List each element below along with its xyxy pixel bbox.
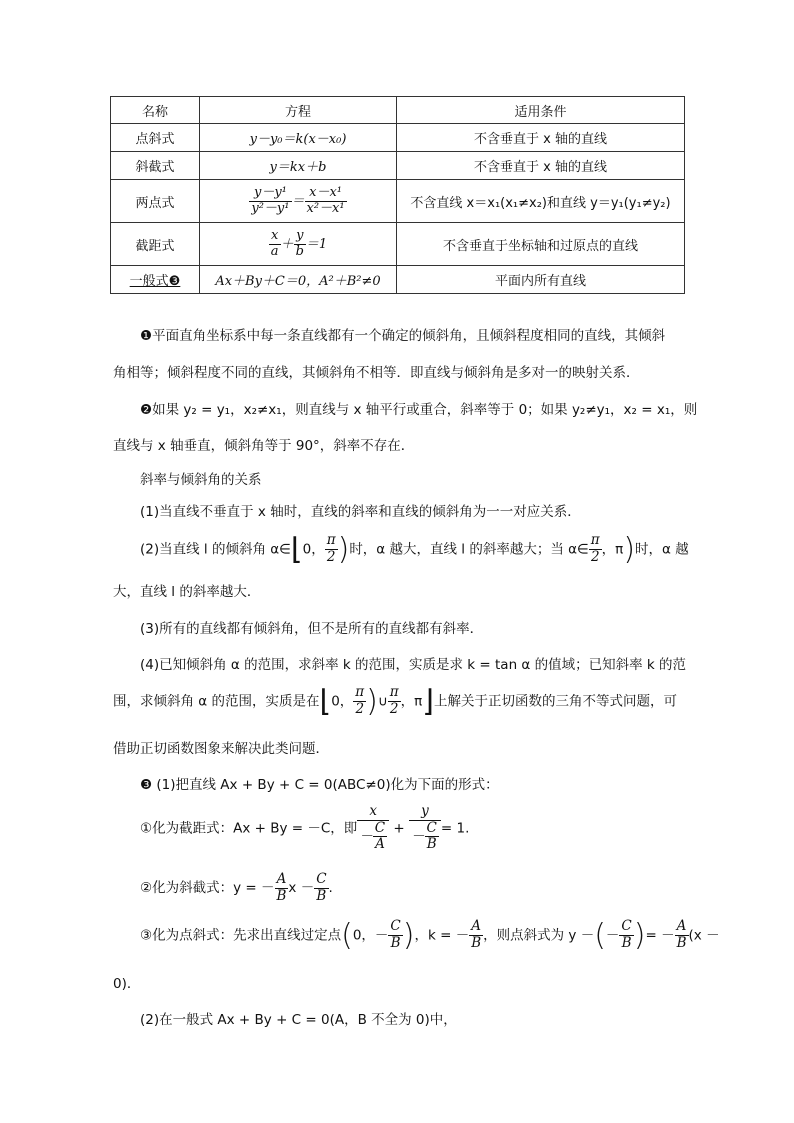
row-equation: Ax＋By＋C＝0，A²＋B²≠0 bbox=[200, 266, 397, 294]
row-equation: $\frac{\text{y－y¹}}{\text{y²－y¹}}$ ＝ $\frac{\text{x－x¹}}{\text{x²－x¹}}$ bbox=[200, 180, 397, 223]
fraction: y － $\frac{C}{B}$ bbox=[409, 804, 441, 853]
general-form-note: (2)在一般式 Ax + By + C = 0(A，B 不全为 0)中， bbox=[140, 1012, 457, 1028]
fraction: $\frac{y}{b}$ bbox=[295, 227, 304, 259]
fraction: x － $\frac{C}{A}$ bbox=[357, 804, 389, 853]
fraction: $\frac{C}{B}$ bbox=[621, 918, 632, 951]
point-slope-form-line-2: 0)． bbox=[113, 976, 141, 992]
row-equation: $\frac{x}{a}$ ＋ $\frac{y}{b}$ ＝1 bbox=[200, 223, 397, 266]
row-condition: 不含垂直于 x 轴的直线 bbox=[397, 152, 685, 180]
table-row bbox=[111, 180, 685, 223]
intercept-form-line: ①化为截距式：Ax + By = －C，即 x － $\frac{C}{A}$ + y － $\frac{C}{B}$ = 1. bbox=[140, 803, 470, 853]
column-header-condition: 适用条件 bbox=[397, 97, 685, 124]
fraction: $\frac{C}{B}$ bbox=[316, 871, 327, 904]
note-3-intro: ❸ (1)把直线 Ax + By + C = 0(ABC≠0)化为下面的形式： bbox=[140, 777, 499, 793]
section-heading: 斜率与倾斜角的关系 bbox=[140, 472, 262, 488]
fraction-pi-over-2: $\frac{\pi}{2}$ bbox=[326, 532, 336, 565]
table-row bbox=[111, 266, 685, 294]
fraction: $\frac{A}{B}$ bbox=[676, 918, 687, 951]
table-row bbox=[111, 152, 685, 180]
table-row bbox=[111, 124, 685, 152]
fraction: $\frac{\text{y－y¹}}{\text{y²－y¹}}$ bbox=[251, 184, 290, 216]
row-name: 点斜式 bbox=[111, 124, 200, 152]
row-equation: y＝kx＋b bbox=[200, 152, 397, 180]
note-1-line-2: 角相等；倾斜程度不同的直线，其倾斜角不相等．即直线与倾斜角是多对一的映射关系． bbox=[113, 365, 640, 381]
row-equation: y－y₀＝k(x－x₀) bbox=[200, 124, 397, 152]
fraction-pi-over-2: $\frac{\pi}{2}$ bbox=[355, 684, 365, 717]
fraction: $\frac{A}{B}$ bbox=[276, 871, 287, 904]
row-name: 一般式❸ bbox=[111, 266, 200, 294]
column-header-equation: 方程 bbox=[200, 97, 397, 124]
paragraph-2-line-1: (2)当直线 l 的倾斜角 α∈⌊0， $\frac{\pi}{2}$ )时，α 越大，直线 l 的斜率越大；当 α∈ $\frac{\pi}{2}$ ，π)时，α 越 bbox=[140, 532, 689, 567]
paragraph-1: (1)当直线不垂直于 x 轴时，直线的斜率和直线的倾斜角为一一对应关系． bbox=[140, 504, 581, 520]
slope-intercept-form-line: ②化为斜截式：y = － $\frac{A}{B}$ x － $\frac{C}{B}$ . bbox=[140, 871, 333, 904]
table-row bbox=[111, 223, 685, 266]
row-name: 两点式 bbox=[111, 180, 200, 223]
fraction-pi-over-2: $\frac{\pi}{2}$ bbox=[389, 684, 399, 717]
paragraph-3: (3)所有的直线都有倾斜角，但不是所有的直线都有斜率． bbox=[140, 621, 484, 637]
fraction: $\frac{x}{a}$ bbox=[270, 227, 279, 259]
column-header-name: 名称 bbox=[111, 97, 200, 124]
row-name: 截距式 bbox=[111, 223, 200, 266]
paragraph-4-line-2: 围，求倾斜角 α 的范围，实质是在⌊0， $\frac{\pi}{2}$ )∪ $\frac{\pi}{2}$ ，π⌋上解关于正切函数的三角不等式问题，可 bbox=[113, 684, 678, 719]
paragraph-2-line-2: 大，直线 l 的斜率越大． bbox=[113, 584, 261, 600]
fraction-pi-over-2: $\frac{\pi}{2}$ bbox=[590, 532, 600, 565]
row-condition: 不含垂直于 x 轴的直线 bbox=[397, 124, 685, 152]
fraction: $\frac{C}{B}$ bbox=[390, 918, 401, 951]
row-condition: 不含直线 x＝x₁(x₁≠x₂)和直线 y＝y₁(y₁≠y₂) bbox=[397, 180, 685, 223]
note-2-line-2: 直线与 x 轴垂直，倾斜角等于 90°，斜率不存在． bbox=[113, 438, 415, 454]
note-2-line-1: ❷如果 y₂ = y₁，x₂≠x₁，则直线与 x 轴平行或重合，斜率等于 0；如果 y₂≠y₁，x₂ = x₁，则 bbox=[140, 402, 698, 418]
table-header-row bbox=[111, 97, 685, 124]
paragraph-4-line-3: 借助正切函数图象来解决此类问题． bbox=[113, 741, 329, 757]
fraction: $\frac{\text{x－x¹}}{\text{x²－x¹}}$ bbox=[306, 184, 345, 216]
paragraph-4-line-1: (4)已知倾斜角 α 的范围，求斜率 k 的范围，实质是求 k = tan α 的值域；已知斜率 k 的范 bbox=[140, 657, 687, 673]
row-name: 斜截式 bbox=[111, 152, 200, 180]
note-1-line-1: ❶平面直角坐标系中每一条直线都有一个确定的倾斜角，且倾斜程度相同的直线，其倾斜 bbox=[140, 328, 666, 344]
point-slope-form-line: ③化为点斜式：先求出直线过定点(0，－ $\frac{C}{B}$ )，k = － $\frac{A}{B}$ ，则点斜式为 y －(－ $\frac{C}{B}$ )= － $\frac{A}{B}$ (x － bbox=[140, 918, 720, 953]
fraction: $\frac{A}{B}$ bbox=[471, 918, 482, 951]
line-equation-table bbox=[110, 96, 685, 294]
row-condition: 平面内所有直线 bbox=[397, 266, 685, 294]
row-condition: 不含垂直于坐标轴和过原点的直线 bbox=[397, 223, 685, 266]
